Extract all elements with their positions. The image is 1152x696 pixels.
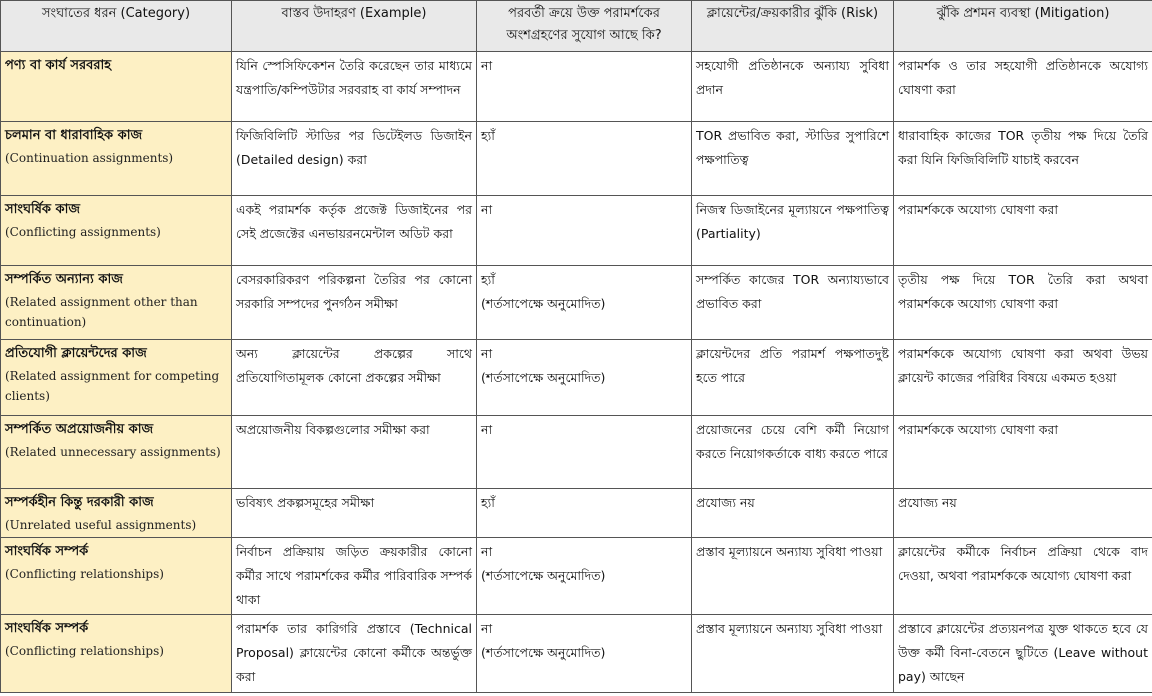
participation-answer: না <box>481 346 493 361</box>
participation-note: (শর্তসাপেক্ষে অনুমোদিত) <box>481 568 606 583</box>
category-bn: চলমান বা ধারাবাহিক কাজ <box>5 128 143 143</box>
participation-answer: হ্যাঁ <box>481 495 495 510</box>
category-en: (Conflicting relationships) <box>5 644 164 658</box>
category-bn: সাংঘর্ষিক সম্পর্ক <box>5 544 89 559</box>
table-row <box>1 340 1152 416</box>
participation-answer: না <box>481 202 493 217</box>
category-en: (Unrelated useful assignments) <box>5 518 197 532</box>
header-risk: ক্লায়েন্টের/ক্রয়কারীর ঝুঁকি (Risk) <box>692 1 894 52</box>
example-cell: একই পরামর্শক কর্তৃক প্রজেক্ট ডিজাইনের পর সেই প্রজেক্টের এনভায়রনমেন্টাল অডিট করা <box>232 196 477 266</box>
mitigation-cell: প্রস্তাবে ক্লায়েন্টের প্রত্যয়নপত্র যুক্ত থাকতে হবে যে উক্ত কর্মী বিনা-বেতনে ছুটিতে (Leave without pay) আছেন <box>894 615 1152 693</box>
header-category: সংঘাতের ধরন (Category) <box>1 1 232 52</box>
table-header <box>1 1 1152 52</box>
example-cell: অপ্রয়োজনীয় বিকল্পগুলোর সমীক্ষা করা <box>232 416 477 489</box>
category-en: (Continuation assignments) <box>5 151 174 165</box>
category-cell <box>1 196 232 266</box>
participation-cell <box>477 489 692 538</box>
header-row <box>1 1 1152 52</box>
risk-cell: প্রস্তাব মূল্যায়নে অন্যায্য সুবিধা পাওয়া <box>692 615 894 693</box>
table-body <box>1 52 1152 693</box>
table-row <box>1 416 1152 489</box>
mitigation-cell: ক্লায়েন্টের কর্মীকে নির্বাচন প্রক্রিয়া থেকে বাদ দেওয়া, অথবা পরামর্শককে অযোগ্য ঘোষণা করা <box>894 538 1152 615</box>
header-mitigation: ঝুঁকি প্রশমন ব্যবস্থা (Mitigation) <box>894 1 1152 52</box>
header-participation: পরবর্তী ক্রয়ে উক্ত পরামর্শকের অংশগ্রহণের সুযোগ আছে কি? <box>477 1 692 52</box>
risk-cell: ক্লায়েন্টদের প্রতি পরামর্শ পক্ষপাতদুষ্ট হতে পারে <box>692 340 894 416</box>
participation-cell <box>477 266 692 340</box>
table-row <box>1 538 1152 615</box>
category-cell <box>1 416 232 489</box>
category-en: (Conflicting assignments) <box>5 225 161 239</box>
category-bn: সম্পর্কিত অপ্রয়োজনীয় কাজ <box>5 422 154 437</box>
mitigation-cell: ধারাবাহিক কাজের TOR তৃতীয় পক্ষ দিয়ে তৈরি করা যিনি ফিজিবিলিটি যাচাই করবেন <box>894 122 1152 196</box>
participation-cell <box>477 122 692 196</box>
participation-answer: না <box>481 621 493 636</box>
category-bn: প্রতিযোগী ক্লায়েন্টদের কাজ <box>5 346 147 361</box>
table-row <box>1 122 1152 196</box>
category-bn: সম্পর্কিত অন্যান্য কাজ <box>5 272 123 287</box>
risk-cell: প্রস্তাব মূল্যায়নে অন্যায্য সুবিধা পাওয়া <box>692 538 894 615</box>
example-cell: অন্য ক্লায়েন্টের প্রকল্পের সাথে প্রতিযোগিতামূলক কোনো প্রকল্পের সমীক্ষা <box>232 340 477 416</box>
participation-cell <box>477 340 692 416</box>
participation-note: (শর্তসাপেক্ষে অনুমোদিত) <box>481 370 606 385</box>
example-cell: পরামর্শক তার কারিগরি প্রস্তাবে (Technical Proposal) ক্লায়েন্টের কোনো কর্মীকে অন্তর্ভুক্ত করা <box>232 615 477 693</box>
category-cell <box>1 266 232 340</box>
category-en: (Related unnecessary assignments) <box>5 445 221 459</box>
participation-note: (শর্তসাপেক্ষে অনুমোদিত) <box>481 645 606 660</box>
mitigation-cell: পরামর্শককে অযোগ্য ঘোষণা করা অথবা উভয় ক্লায়েন্ট কাজের পরিধির বিষয়ে একমত হওয়া <box>894 340 1152 416</box>
participation-note: (শর্তসাপেক্ষে অনুমোদিত) <box>481 296 606 311</box>
mitigation-cell: পরামর্শককে অযোগ্য ঘোষণা করা <box>894 416 1152 489</box>
category-en: (Conflicting relationships) <box>5 567 164 581</box>
participation-cell <box>477 52 692 122</box>
category-bn: সাংঘর্ষিক কাজ <box>5 202 80 217</box>
category-cell <box>1 538 232 615</box>
risk-cell: প্রয়োজনের চেয়ে বেশি কর্মী নিয়োগ করতে নিয়োগকর্তাকে বাধ্য করতে পারে <box>692 416 894 489</box>
risk-cell: TOR প্রভাবিত করা, স্টাডির সুপারিশে পক্ষপাতিত্ব <box>692 122 894 196</box>
category-en: (Related assignment for competing clients) <box>5 369 220 403</box>
risk-cell: সহযোগী প্রতিষ্ঠানকে অন্যায্য সুবিধা প্রদান <box>692 52 894 122</box>
mitigation-cell: তৃতীয় পক্ষ দিয়ে TOR তৈরি করা অথবা পরামর্শককে অযোগ্য ঘোষণা করা <box>894 266 1152 340</box>
mitigation-cell: পরামর্শক ও তার সহযোগী প্রতিষ্ঠানকে অযোগ্য ঘোষণা করা <box>894 52 1152 122</box>
table-row <box>1 196 1152 266</box>
participation-answer: হ্যাঁ <box>481 128 495 143</box>
category-bn: সাংঘর্ষিক সম্পর্ক <box>5 621 89 636</box>
category-cell <box>1 122 232 196</box>
table-row <box>1 489 1152 538</box>
example-cell: ফিজিবিলিটি স্টাডির পর ডিটেইলড ডিজাইন (Detailed design) করা <box>232 122 477 196</box>
category-bn: সম্পর্কহীন কিন্তু দরকারী কাজ <box>5 495 154 510</box>
category-cell <box>1 489 232 538</box>
example-cell: নির্বাচন প্রক্রিয়ায় জড়িত ক্রয়কারীর কোনো কর্মীর সাথে পরামর্শকের কর্মীর পারিবারিক সম্পর্ক থাকা <box>232 538 477 615</box>
participation-cell <box>477 538 692 615</box>
risk-cell: প্রযোজ্য নয় <box>692 489 894 538</box>
mitigation-cell: প্রযোজ্য নয় <box>894 489 1152 538</box>
table-row <box>1 266 1152 340</box>
category-cell <box>1 615 232 693</box>
example-cell: বেসরকারিকরণ পরিকল্পনা তৈরির পর কোনো সরকারি সম্পদের পুনর্গঠন সমীক্ষা <box>232 266 477 340</box>
example-cell: ভবিষ্যৎ প্রকল্পসমূহের সমীক্ষা <box>232 489 477 538</box>
category-cell <box>1 340 232 416</box>
risk-cell: নিজস্ব ডিজাইনের মূল্যায়নে পক্ষপাতিত্ব (Partiality) <box>692 196 894 266</box>
participation-cell <box>477 615 692 693</box>
participation-answer: না <box>481 544 493 559</box>
participation-answer: না <box>481 422 493 437</box>
participation-cell <box>477 416 692 489</box>
mitigation-cell: পরামর্শককে অযোগ্য ঘোষণা করা <box>894 196 1152 266</box>
table-row <box>1 615 1152 693</box>
category-bn: পণ্য বা কার্য সরবরাহ <box>5 58 112 73</box>
header-example: বাস্তব উদাহরণ (Example) <box>232 1 477 52</box>
category-en: (Related assignment other than continuation) <box>5 295 198 329</box>
category-cell <box>1 52 232 122</box>
table-row <box>1 52 1152 122</box>
participation-answer: হ্যাঁ <box>481 272 495 287</box>
participation-cell <box>477 196 692 266</box>
participation-answer: না <box>481 58 493 73</box>
example-cell: যিনি স্পেসিফিকেশন তৈরি করেছেন তার মাধ্যমে যন্ত্রপাতি/কম্পিউটার সরবরাহ বা কার্য সম্পাদন <box>232 52 477 122</box>
risk-cell: সম্পর্কিত কাজের TOR অন্যায্যভাবে প্রভাবিত করা <box>692 266 894 340</box>
